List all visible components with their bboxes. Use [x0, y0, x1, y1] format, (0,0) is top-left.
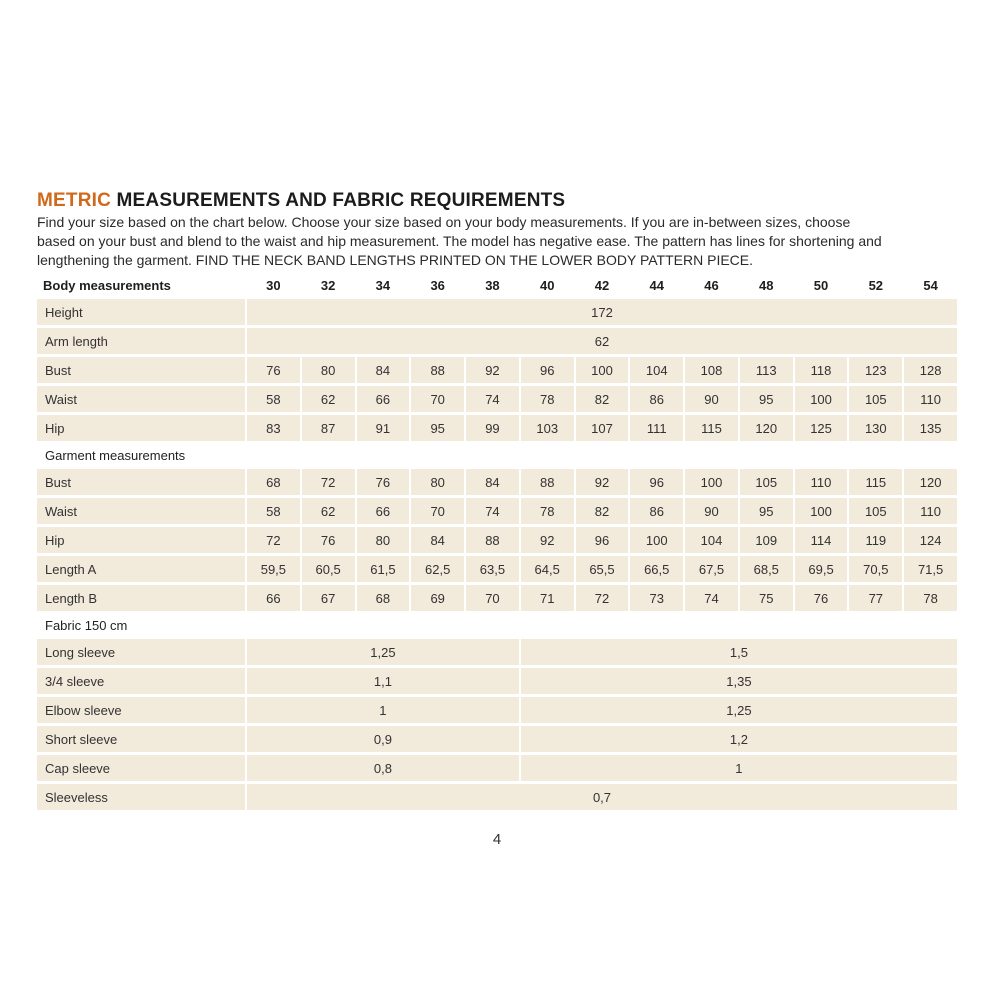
table-cell: 111 [630, 415, 683, 441]
table-cell: 59,5 [247, 556, 300, 582]
table-row [37, 556, 957, 582]
size-header: 48 [759, 277, 774, 293]
table-cell: 70,5 [849, 556, 902, 582]
table-cell: 84 [466, 469, 519, 495]
table-cell: 69,5 [795, 556, 848, 582]
size-header: 40 [539, 277, 555, 293]
table-cell: 62,5 [411, 556, 464, 582]
size-chart-body [37, 274, 957, 810]
table-cell: 72 [247, 527, 300, 553]
fabric-value-large-sizes: 1,5 [521, 639, 957, 665]
table-row [37, 784, 957, 810]
table-cell: 66 [357, 498, 410, 524]
table-cell: 100 [685, 469, 738, 495]
size-header: 44 [649, 277, 664, 293]
table-cell: 110 [795, 469, 848, 495]
table-cell: 66,5 [630, 556, 683, 582]
row-label: Hip [37, 415, 245, 441]
table-cell: 74 [685, 585, 738, 611]
fabric-value-large-sizes: 1,35 [521, 668, 957, 694]
fabric-value-small-sizes: 1,25 [247, 639, 519, 665]
table-cell: 84 [357, 357, 410, 383]
table-cell: 75 [740, 585, 793, 611]
table-cell: 96 [521, 357, 574, 383]
table-cell: 92 [576, 469, 629, 495]
spanned-value: 0,7 [247, 784, 957, 810]
table-row [37, 697, 957, 723]
table-cell: 64,5 [521, 556, 574, 582]
table-cell: 123 [849, 357, 902, 383]
size-chart-table [35, 271, 959, 813]
table-cell: 103 [521, 415, 574, 441]
table-cell: 119 [849, 527, 902, 553]
size-header: 46 [704, 277, 719, 293]
table-cell: 68 [247, 469, 300, 495]
fabric-value-large-sizes: 1,2 [521, 726, 957, 752]
table-cell: 72 [302, 469, 355, 495]
row-label: Waist [37, 498, 245, 524]
fabric-value-large-sizes: 1,25 [521, 697, 957, 723]
table-cell: 66 [247, 585, 300, 611]
table-cell: 88 [411, 357, 464, 383]
section-spacer [247, 444, 957, 466]
row-label: Bust [37, 357, 245, 383]
table-cell: 63,5 [466, 556, 519, 582]
table-cell: 105 [849, 386, 902, 412]
table-cell: 100 [795, 498, 848, 524]
table-cell: 108 [685, 357, 738, 383]
table-cell: 84 [411, 527, 464, 553]
table-cell: 86 [630, 386, 683, 412]
table-cell: 124 [904, 527, 957, 553]
table-cell: 100 [795, 386, 848, 412]
table-cell: 61,5 [357, 556, 410, 582]
table-cell: 88 [466, 527, 519, 553]
row-label: Arm length [37, 328, 245, 354]
table-header-row [37, 274, 957, 296]
table-cell: 70 [411, 386, 464, 412]
table-cell: 73 [630, 585, 683, 611]
table-cell: 82 [576, 498, 629, 524]
fabric-value-small-sizes: 0,9 [247, 726, 519, 752]
table-cell: 130 [849, 415, 902, 441]
size-header: 52 [868, 277, 884, 293]
size-header: 32 [320, 277, 336, 293]
table-row [37, 469, 957, 495]
section-row-fabric [37, 614, 957, 636]
row-label: Height [37, 299, 245, 325]
table-row [37, 498, 957, 524]
section-row-garment [37, 444, 957, 466]
row-label: Length A [37, 556, 245, 582]
row-label: Long sleeve [37, 639, 245, 665]
table-cell: 83 [247, 415, 300, 441]
intro-line-1: Find your size based on the chart below. Choose your size based on your body measurements. If you are in-between sizes, choose [37, 214, 851, 230]
section-label-garment: Garment measurements [45, 447, 186, 463]
size-header: 36 [430, 277, 445, 293]
table-cell: 90 [685, 386, 738, 412]
table-row [37, 328, 957, 354]
table-cell: 86 [630, 498, 683, 524]
table-cell: 109 [740, 527, 793, 553]
table-cell: 77 [849, 585, 902, 611]
title-rest: MEASUREMENTS AND FABRIC REQUIREMENTS [111, 190, 566, 211]
table-cell: 78 [904, 585, 957, 611]
table-row [37, 527, 957, 553]
table-cell: 100 [576, 357, 629, 383]
table-cell: 95 [740, 386, 793, 412]
table-cell: 82 [576, 386, 629, 412]
table-row [37, 726, 957, 752]
table-cell: 115 [685, 415, 738, 441]
table-cell: 118 [795, 357, 848, 383]
table-cell: 125 [795, 415, 848, 441]
table-cell: 62 [302, 498, 355, 524]
table-cell: 71 [521, 585, 574, 611]
table-cell: 78 [521, 386, 574, 412]
fabric-value-small-sizes: 0,8 [247, 755, 519, 781]
table-cell: 115 [849, 469, 902, 495]
table-cell: 110 [904, 386, 957, 412]
header-label: Body measurements [43, 277, 171, 293]
table-row [37, 668, 957, 694]
row-label: Length B [37, 585, 245, 611]
row-label: Bust [37, 469, 245, 495]
table-cell: 104 [685, 527, 738, 553]
size-header: 50 [813, 277, 829, 293]
table-cell: 105 [740, 469, 793, 495]
fabric-value-small-sizes: 1,1 [247, 668, 519, 694]
table-cell: 104 [630, 357, 683, 383]
row-label: Waist [37, 386, 245, 412]
table-cell: 100 [630, 527, 683, 553]
table-row [37, 755, 957, 781]
section-label-fabric: Fabric 150 cm [45, 617, 128, 633]
page-content [37, 189, 959, 813]
table-cell: 107 [576, 415, 629, 441]
table-cell: 95 [740, 498, 793, 524]
table-cell: 87 [302, 415, 355, 441]
table-cell: 99 [466, 415, 519, 441]
table-cell: 88 [521, 469, 574, 495]
page-title [37, 189, 959, 213]
table-row [37, 357, 957, 383]
table-cell: 76 [357, 469, 410, 495]
table-cell: 135 [904, 415, 957, 441]
row-label: 3/4 sleeve [37, 668, 245, 694]
table-cell: 69 [411, 585, 464, 611]
table-cell: 110 [904, 498, 957, 524]
table-cell: 92 [521, 527, 574, 553]
table-cell: 95 [411, 415, 464, 441]
page-number: 4 [492, 831, 502, 848]
table-cell: 74 [466, 498, 519, 524]
row-label: Hip [37, 527, 245, 553]
table-cell: 58 [247, 498, 300, 524]
row-label: Elbow sleeve [37, 697, 245, 723]
table-cell: 120 [904, 469, 957, 495]
size-header: 34 [375, 277, 391, 293]
size-header: 42 [594, 277, 610, 293]
fabric-value-large-sizes: 1 [521, 755, 957, 781]
table-row [37, 639, 957, 665]
row-label: Sleeveless [37, 784, 245, 810]
size-header: 38 [485, 277, 500, 293]
spanned-value: 62 [247, 328, 957, 354]
table-cell: 66 [357, 386, 410, 412]
table-cell: 67,5 [685, 556, 738, 582]
table-cell: 74 [466, 386, 519, 412]
table-row [37, 299, 957, 325]
table-cell: 90 [685, 498, 738, 524]
table-cell: 76 [247, 357, 300, 383]
table-cell: 78 [521, 498, 574, 524]
table-cell: 68,5 [740, 556, 793, 582]
table-cell: 114 [795, 527, 848, 553]
fabric-value-small-sizes: 1 [247, 697, 519, 723]
table-cell: 113 [740, 357, 793, 383]
table-cell: 58 [247, 386, 300, 412]
table-cell: 96 [576, 527, 629, 553]
table-cell: 67 [302, 585, 355, 611]
intro-line-2: based on your bust and blend to the waist and hip measurement. The model has negative ease. The pattern has lines for shortening and [37, 233, 882, 249]
table-cell: 80 [357, 527, 410, 553]
section-spacer [247, 614, 957, 636]
table-cell: 105 [849, 498, 902, 524]
row-label: Short sleeve [37, 726, 245, 752]
table-cell: 80 [411, 469, 464, 495]
table-cell: 71,5 [904, 556, 957, 582]
table-cell: 76 [795, 585, 848, 611]
table-cell: 72 [576, 585, 629, 611]
size-header: 54 [923, 277, 938, 293]
table-cell: 65,5 [576, 556, 629, 582]
table-cell: 96 [630, 469, 683, 495]
row-label: Cap sleeve [37, 755, 245, 781]
table-cell: 128 [904, 357, 957, 383]
table-cell: 92 [466, 357, 519, 383]
table-cell: 91 [357, 415, 410, 441]
table-cell: 76 [302, 527, 355, 553]
size-header: 30 [266, 277, 281, 293]
table-cell: 62 [302, 386, 355, 412]
table-cell: 70 [411, 498, 464, 524]
title-accent: METRIC [37, 190, 112, 211]
intro-line-3: lengthening the garment. FIND THE NECK BAND LENGTHS PRINTED ON THE LOWER BODY PATTERN PIECE. [37, 252, 754, 268]
spanned-value: 172 [247, 299, 957, 325]
table-row [37, 585, 957, 611]
table-cell: 68 [357, 585, 410, 611]
table-cell: 70 [466, 585, 519, 611]
table-row [37, 415, 957, 441]
table-cell: 80 [302, 357, 355, 383]
table-cell: 60,5 [302, 556, 355, 582]
table-row [37, 386, 957, 412]
table-cell: 120 [740, 415, 793, 441]
